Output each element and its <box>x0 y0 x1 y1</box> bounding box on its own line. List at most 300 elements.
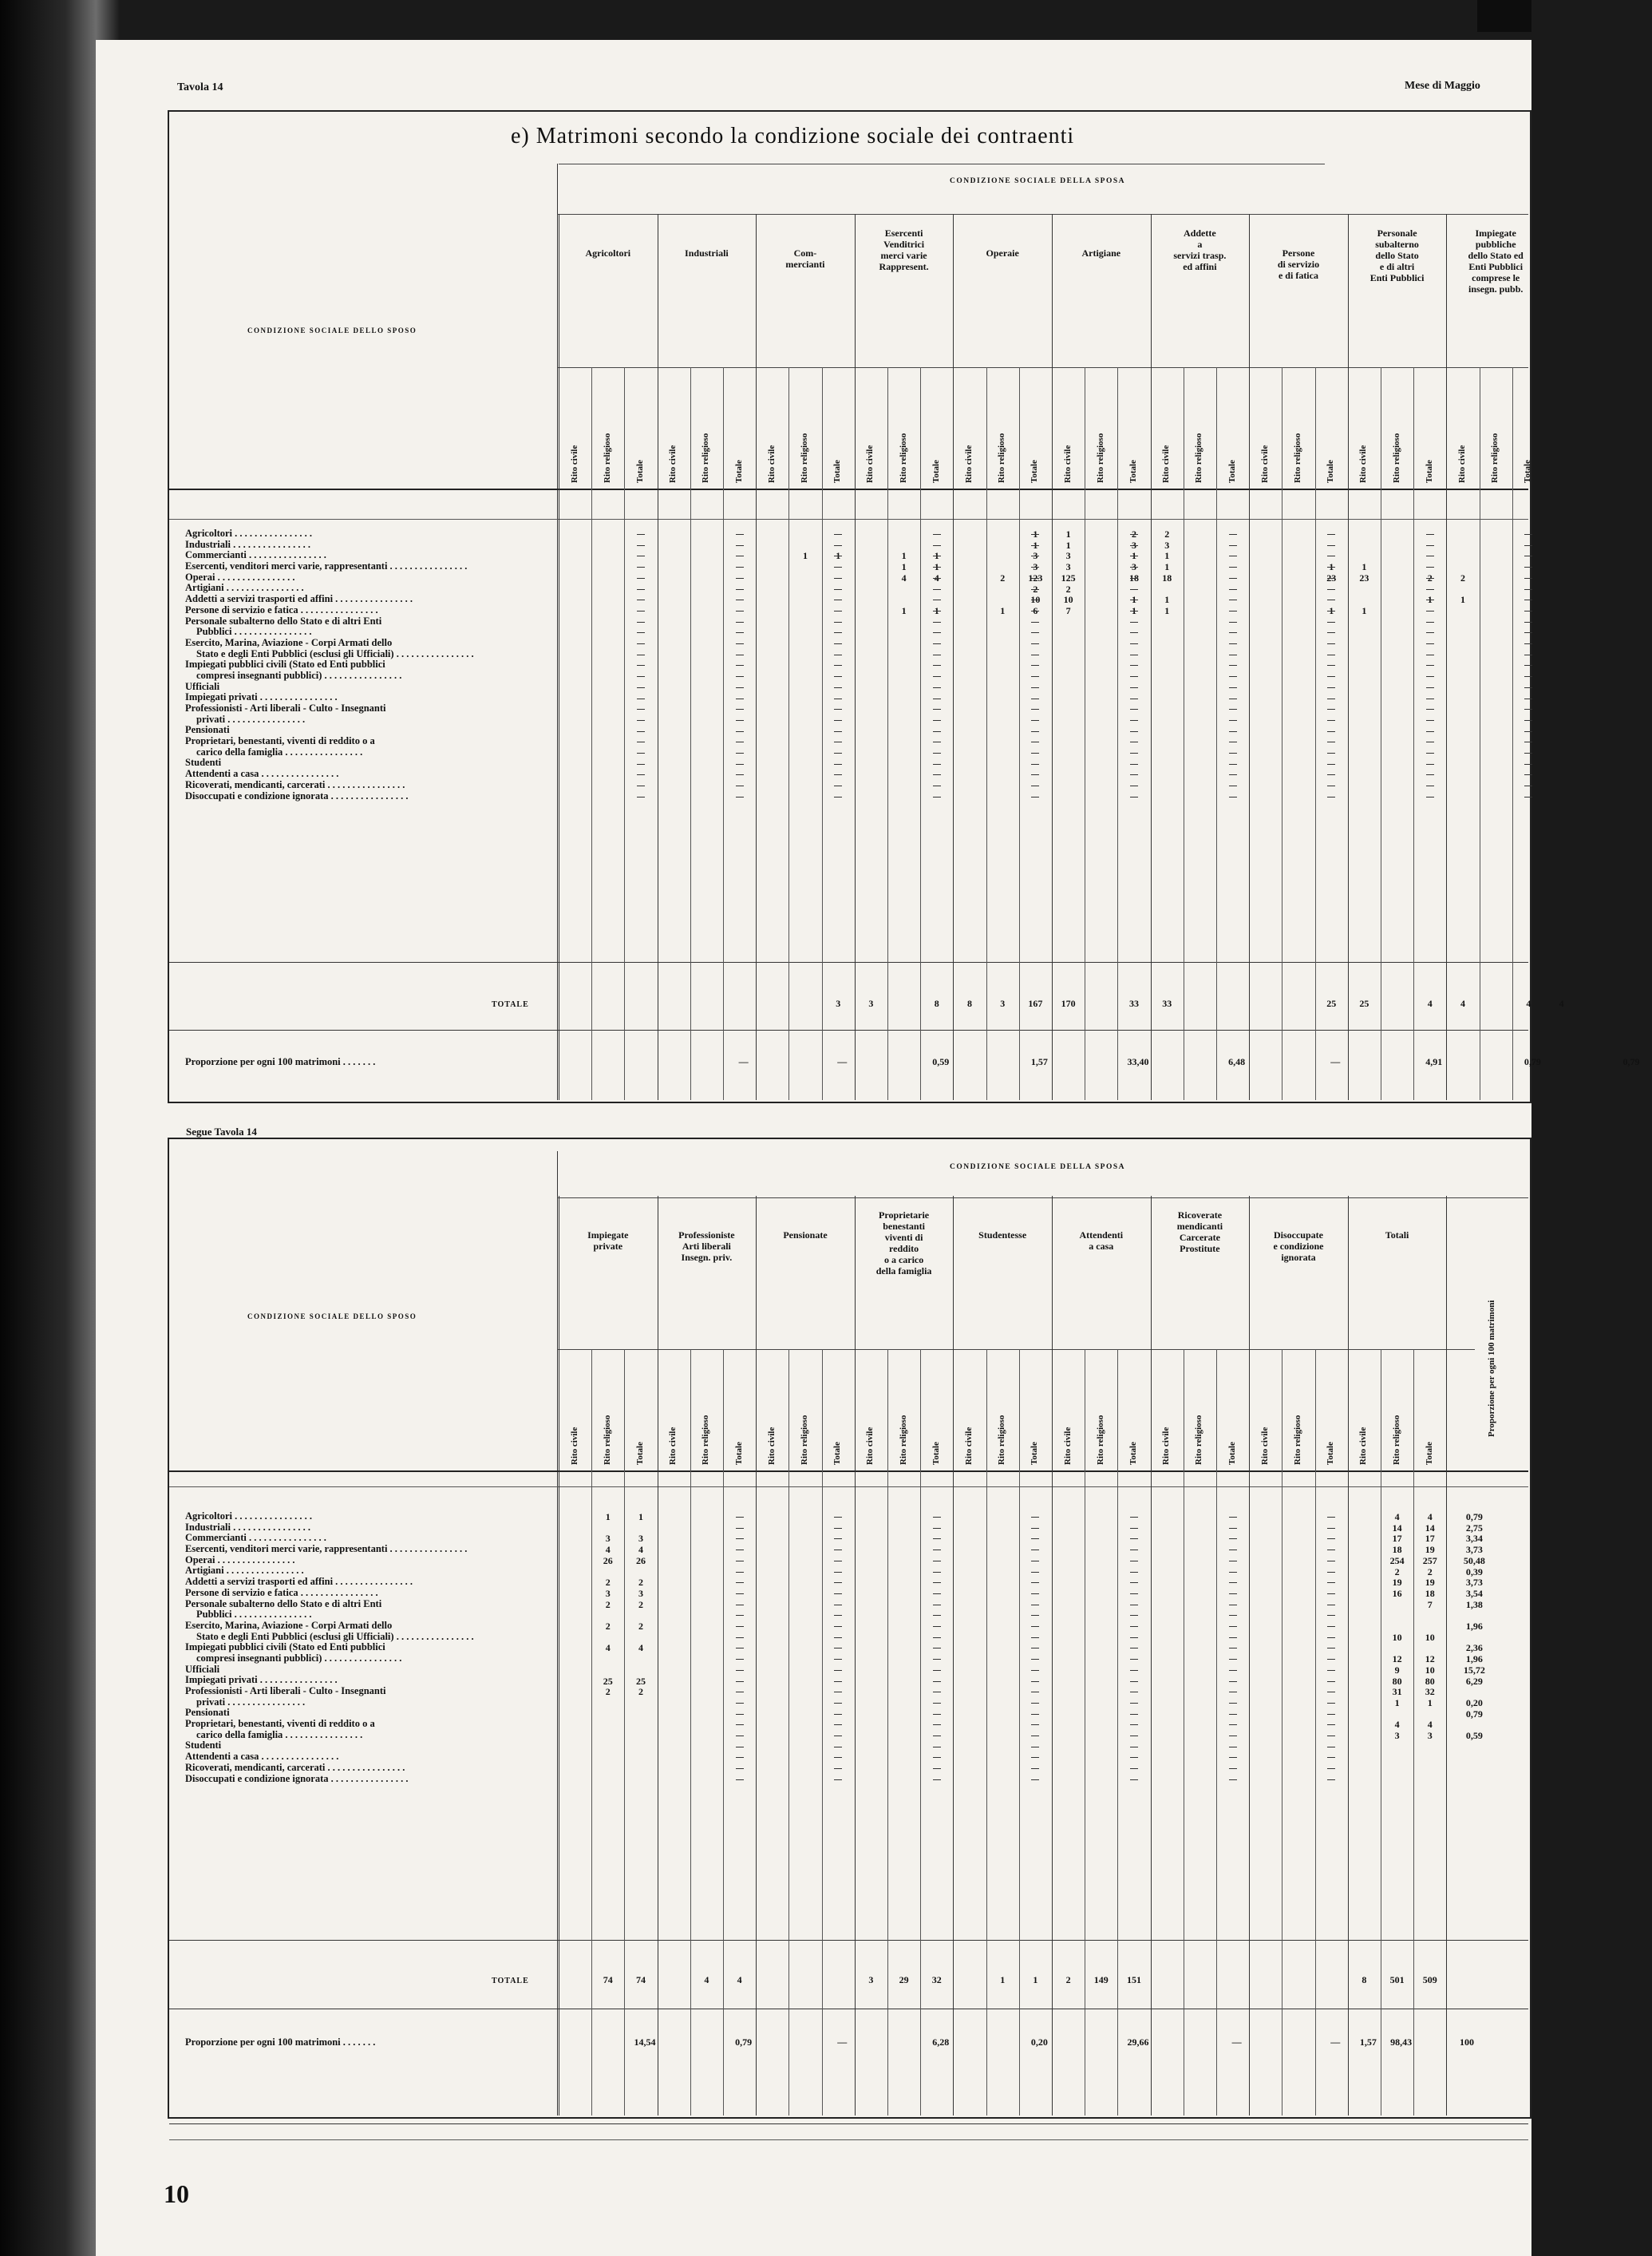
column-group-title-line: di servizio <box>1277 259 1320 270</box>
grid-line <box>1151 1196 1152 2115</box>
subheader-rito-religioso: Rito religioso <box>701 433 711 483</box>
table-2-cell: 26 <box>603 1554 613 1566</box>
column-group-title-line: mercianti <box>785 259 825 270</box>
empty-cell-dash <box>1524 731 1532 732</box>
table-1-cell: 7 <box>1065 604 1071 616</box>
column-group-title-line: Com- <box>793 247 817 259</box>
subheader-rito-civile: Rito civile <box>1062 445 1073 483</box>
column-group-title-line: Personale <box>1377 228 1417 239</box>
row-label: Disoccupati e condizione ignorata . . . . . . . . . . . . . . . . <box>185 1772 409 1784</box>
row-label: Pensionati <box>185 1707 230 1719</box>
column-group-title-line: Insegn. priv. <box>681 1252 733 1263</box>
empty-cell-dash <box>1524 774 1532 775</box>
empty-cell-dash <box>736 622 744 623</box>
empty-cell-dash <box>1031 1670 1039 1671</box>
subheader-rito-civile: Rito civile <box>569 445 579 483</box>
column-group-title-line: viventi di <box>884 1232 923 1243</box>
empty-cell-dash <box>1229 797 1237 798</box>
empty-cell-dash <box>1130 1528 1138 1529</box>
column-group-title <box>559 247 658 259</box>
row-label: Commercianti . . . . . . . . . . . . . . . . <box>185 1532 326 1544</box>
table-2-proportion: 50,48 <box>1463 1554 1485 1566</box>
table-1-proportion-cell: 0,79 <box>1524 1056 1541 1067</box>
empty-cell-dash <box>637 665 645 666</box>
table-1-cell: 6 <box>1033 604 1038 616</box>
column-group-title <box>559 1229 658 1252</box>
row-label: carico della famiglia . . . . . . . . . . . . . . . . <box>196 1728 363 1740</box>
empty-cell-dash <box>1327 764 1335 765</box>
empty-cell-dash <box>1327 534 1335 535</box>
column-group-title-line: Carcerate <box>1179 1232 1220 1243</box>
table-2-proportion-cell: 98,43 <box>1390 2036 1413 2048</box>
empty-cell-dash <box>1426 676 1434 677</box>
empty-cell-dash <box>1130 545 1138 546</box>
empty-cell-dash <box>1130 1637 1138 1638</box>
table-1-cell: 1 <box>1164 561 1170 573</box>
table-2-cell: 4 <box>638 1642 643 1654</box>
table-1-cell: 2 <box>1033 583 1038 595</box>
month-label: Mese di Maggio <box>1405 80 1480 92</box>
empty-cell-dash <box>637 797 645 798</box>
table-1-row-labels <box>185 528 474 801</box>
grid-line <box>788 367 789 1100</box>
column-group-title <box>953 247 1052 259</box>
table-2-proportion-cell: 0,20 <box>1030 2036 1048 2048</box>
subheader-rito-civile: Rito civile <box>865 445 875 483</box>
empty-cell-dash <box>1130 1768 1138 1769</box>
row-label: Industriali . . . . . . . . . . . . . . . . <box>185 538 310 550</box>
empty-cell-dash <box>1426 774 1434 775</box>
row-label: Artigiani . . . . . . . . . . . . . . . . <box>185 1565 304 1577</box>
table-2-proportion: 15,72 <box>1463 1664 1485 1676</box>
empty-cell-dash <box>1130 1659 1138 1660</box>
table-1-cell: 23 <box>1326 572 1337 584</box>
row-label: Personale subalterno dello Stato e di altri Enti <box>185 1597 382 1609</box>
table-1-total-label: TOTALE <box>492 1000 529 1009</box>
table-2-total-religioso: 254 <box>1389 1554 1405 1566</box>
grid-line <box>756 1196 757 2115</box>
empty-cell-dash <box>933 1615 941 1616</box>
table-1-cell: 1 <box>1131 604 1136 616</box>
grid-line <box>1249 214 1250 1100</box>
empty-cell-dash <box>1327 1779 1335 1780</box>
table-2-total-religioso: 16 <box>1392 1587 1402 1599</box>
empty-cell-dash <box>637 753 645 754</box>
empty-cell-dash <box>1524 676 1532 677</box>
table-1-cell: 3 <box>1065 561 1071 573</box>
column-group-title-line: Studentesse <box>978 1229 1027 1241</box>
table-1-cell: 2 <box>1460 572 1465 584</box>
grid-line <box>624 1349 625 2115</box>
empty-cell-dash <box>637 774 645 775</box>
empty-cell-dash <box>834 1572 842 1573</box>
table-1-total-cell: 33 <box>1128 998 1139 1009</box>
table-2-row-labels <box>185 1511 474 1784</box>
table-1-proportion-cell: — <box>837 1056 848 1067</box>
empty-cell-dash <box>1229 1582 1237 1583</box>
subheader-rito-civile: Rito civile <box>1259 1427 1270 1465</box>
page-number: 10 <box>164 2179 189 2208</box>
table-2-total-totale: 4 <box>1427 1511 1433 1522</box>
table-2-cell: 3 <box>638 1533 643 1545</box>
column-group-title <box>1446 228 1545 295</box>
row-label: Studenti <box>185 1739 222 1751</box>
empty-cell-dash <box>933 1637 941 1638</box>
empty-cell-dash <box>1327 1670 1335 1671</box>
table-2-cell: 2 <box>638 1686 643 1698</box>
row-label: Addetti a servizi trasporti ed affini . . . . . . . . . . . . . . . . <box>185 1576 413 1588</box>
empty-cell-dash <box>736 589 744 590</box>
empty-cell-dash <box>834 1528 842 1529</box>
table-1-total-cell: 4 <box>1559 998 1564 1009</box>
table-1-cell: 10 <box>1030 594 1041 606</box>
row-label: privati . . . . . . . . . . . . . . . . <box>196 713 306 725</box>
empty-cell-dash <box>1229 1626 1237 1627</box>
table-1-cell: 1 <box>836 550 841 562</box>
row-label: Impiegati privati . . . . . . . . . . . . . . . . <box>185 691 338 703</box>
row-label: Attendenti a casa . . . . . . . . . . . . . . . . <box>185 1751 339 1763</box>
grid-line <box>953 1196 954 2115</box>
empty-cell-dash <box>1031 545 1039 546</box>
table-2-cell: 1 <box>638 1511 643 1522</box>
empty-cell-dash <box>1229 1670 1237 1671</box>
column-group-title <box>1052 247 1151 259</box>
table-1-cell: 3 <box>1131 561 1136 573</box>
grid-line <box>1446 214 1447 1100</box>
empty-cell-dash <box>1426 545 1434 546</box>
table-2-proportion: 2,36 <box>1465 1642 1483 1654</box>
grid-line <box>690 367 691 1100</box>
column-group-title-line: Artigiane <box>1081 247 1121 259</box>
table-2-proportion: 3,54 <box>1465 1587 1483 1599</box>
grid-line <box>788 1349 789 2115</box>
empty-cell-dash <box>834 643 842 644</box>
empty-cell-dash <box>933 534 941 535</box>
empty-cell-dash <box>1327 578 1335 579</box>
table-2-proportion: 1,38 <box>1465 1598 1483 1610</box>
table-2-total-cell: 8 <box>1362 1974 1367 1985</box>
empty-cell-dash <box>1031 1724 1039 1725</box>
table-2-cell: 4 <box>638 1544 643 1556</box>
empty-cell-dash <box>637 589 645 590</box>
table-2-proportion-column-header: Proporzione per ogni 100 matrimoni <box>1487 1300 1496 1437</box>
empty-cell-dash <box>834 1724 842 1725</box>
empty-cell-dash <box>933 676 941 677</box>
table-2-cell: 1 <box>605 1511 611 1522</box>
empty-cell-dash <box>1524 578 1532 579</box>
column-group-title-line: pubbliche <box>1475 239 1516 250</box>
empty-cell-dash <box>1327 1615 1335 1616</box>
empty-cell-dash <box>1031 1637 1039 1638</box>
column-group-title <box>1052 1229 1151 1252</box>
empty-cell-dash <box>1327 753 1335 754</box>
empty-cell-dash <box>1426 720 1434 721</box>
empty-cell-dash <box>736 797 744 798</box>
empty-cell-dash <box>1130 687 1138 688</box>
subheader-totale-sub: Totale <box>832 1442 843 1465</box>
table-1-cell: 1 <box>1065 528 1071 540</box>
table-2-cell: 4 <box>605 1544 611 1556</box>
row-label: Attendenti a casa . . . . . . . . . . . . . . . . <box>185 768 339 780</box>
subheader-rito-religioso: Rito religioso <box>997 1415 1007 1465</box>
empty-cell-dash <box>1031 687 1039 688</box>
subheader-rito-religioso: Rito religioso <box>1490 433 1500 483</box>
table-2-total-totale: 32 <box>1425 1686 1435 1698</box>
empty-cell-dash <box>1524 643 1532 644</box>
empty-cell-dash <box>933 1703 941 1704</box>
column-group-title-line: Attendenti <box>1079 1229 1124 1241</box>
column-group-title-line: Enti Pubblici <box>1468 261 1524 272</box>
empty-cell-dash <box>1130 1714 1138 1715</box>
table-2-total-rule <box>169 1940 1528 1941</box>
table-2-cell: 25 <box>603 1675 613 1687</box>
table-2-total-cell: 151 <box>1126 1974 1141 1985</box>
empty-cell-dash <box>1031 589 1039 590</box>
subheader-totale-sub: Totale <box>635 1442 645 1465</box>
table-2-proportion-cell: 6,28 <box>932 2036 950 2048</box>
empty-cell-dash <box>1327 687 1335 688</box>
table-1-cell: 1 <box>934 604 939 616</box>
empty-cell-dash <box>736 1626 744 1627</box>
empty-cell-dash <box>1426 797 1434 798</box>
empty-cell-dash <box>1327 1757 1335 1758</box>
empty-cell-dash <box>834 1779 842 1780</box>
empty-cell-dash <box>1130 665 1138 666</box>
column-group-title <box>658 1229 757 1263</box>
table-1-total-cell: 3 <box>1000 998 1006 1009</box>
empty-cell-dash <box>1229 534 1237 535</box>
row-label: Persone di servizio e fatica . . . . . . . . . . . . . . . . <box>185 1586 378 1598</box>
table-2-proportion-cell: — <box>1330 2036 1341 2048</box>
table-2-total-totale: 18 <box>1425 1587 1435 1599</box>
empty-cell-dash <box>1229 720 1237 721</box>
table-2-total-totale: 14 <box>1425 1522 1435 1534</box>
empty-cell-dash <box>933 1779 941 1780</box>
empty-cell-dash <box>1130 534 1138 535</box>
table-1-body-rule <box>169 519 1528 520</box>
empty-cell-dash <box>1327 1517 1335 1518</box>
table-1-cell: 2 <box>1000 572 1006 584</box>
empty-cell-dash <box>1524 764 1532 765</box>
row-label: Industriali . . . . . . . . . . . . . . . . <box>185 1521 310 1533</box>
table-2-total-label: TOTALE <box>492 1977 529 1985</box>
empty-cell-dash <box>1031 1615 1039 1616</box>
subheader-rito-civile: Rito civile <box>1358 445 1369 483</box>
table-1-cell: 1 <box>1362 604 1367 616</box>
table-2-total-religioso: 10 <box>1392 1631 1402 1643</box>
empty-cell-dash <box>637 534 645 535</box>
column-group-title <box>1151 1209 1250 1254</box>
table-1-cell: 2 <box>1427 572 1433 584</box>
empty-cell-dash <box>834 797 842 798</box>
table-1-total-cell: 25 <box>1326 998 1337 1009</box>
table-2-total-religioso: 18 <box>1392 1544 1402 1556</box>
empty-cell-dash <box>933 578 941 579</box>
empty-cell-dash <box>1524 709 1532 710</box>
empty-cell-dash <box>736 1637 744 1638</box>
row-label: Operai . . . . . . . . . . . . . . . . <box>185 571 295 583</box>
table-1-proportion-cell: 33,40 <box>1127 1056 1149 1067</box>
empty-cell-dash <box>1130 1538 1138 1539</box>
table-1-cell: 4 <box>934 572 939 584</box>
empty-cell-dash <box>1426 534 1434 535</box>
table-2-total-cell: 1 <box>1000 1974 1006 1985</box>
empty-cell-dash <box>1229 1637 1237 1638</box>
table-2-cell: 3 <box>605 1533 611 1545</box>
row-label: Studenti <box>185 757 222 769</box>
empty-cell-dash <box>736 1615 744 1616</box>
table-2-total-cell: 2 <box>1065 1974 1071 1985</box>
table-1-cell: 4 <box>901 572 907 584</box>
empty-cell-dash <box>736 1724 744 1725</box>
empty-cell-dash <box>1426 731 1434 732</box>
row-label: Impiegati privati . . . . . . . . . . . . . . . . <box>185 1674 338 1686</box>
table-1-cell: 2 <box>1131 528 1136 540</box>
empty-cell-dash <box>637 764 645 765</box>
empty-cell-dash <box>933 1714 941 1715</box>
grid-line <box>920 1349 921 2115</box>
empty-cell-dash <box>1229 643 1237 644</box>
table-2-proportion: 3,73 <box>1465 1544 1483 1556</box>
empty-cell-dash <box>933 720 941 721</box>
table-1-group-rule <box>557 214 1528 215</box>
empty-cell-dash <box>1031 1517 1039 1518</box>
empty-cell-dash <box>933 567 941 568</box>
empty-cell-dash <box>1031 1703 1039 1704</box>
table-2-proportion: 3,34 <box>1465 1533 1483 1545</box>
empty-cell-dash <box>933 1768 941 1769</box>
subheader-rito-civile: Rito civile <box>1161 445 1172 483</box>
empty-cell-dash <box>1031 1659 1039 1660</box>
table-1-total-cell: 170 <box>1061 998 1076 1009</box>
subheader-rito-civile: Rito civile <box>766 1427 777 1465</box>
empty-cell-dash <box>834 676 842 677</box>
grid-line <box>1216 1349 1217 2115</box>
empty-cell-dash <box>637 622 645 623</box>
subheader-rito-religioso: Rito religioso <box>800 433 809 483</box>
grid-line <box>1446 1196 1447 2115</box>
empty-cell-dash <box>1229 1703 1237 1704</box>
table-number: Tavola 14 <box>177 81 223 93</box>
column-group-title-line: subalterno <box>1375 239 1419 250</box>
table-1-total-cell: 4 <box>1460 998 1465 1009</box>
empty-cell-dash <box>736 1757 744 1758</box>
row-label: Esercito, Marina, Aviazione - Corpi Armati dello <box>185 636 393 648</box>
empty-cell-dash <box>933 1593 941 1594</box>
empty-cell-dash <box>834 1757 842 1758</box>
table-2-total-religioso: 4 <box>1394 1719 1400 1731</box>
subheader-totale-sub: Totale <box>1326 1442 1336 1465</box>
table-1-cell: 1 <box>1033 528 1038 540</box>
empty-cell-dash <box>1327 665 1335 666</box>
table-2-proportion-cell: — <box>837 2036 848 2048</box>
table-2-col-rule <box>557 1349 1475 1350</box>
empty-cell-dash <box>1229 567 1237 568</box>
empty-cell-dash <box>834 1517 842 1518</box>
empty-cell-dash <box>1130 1626 1138 1627</box>
table-1-total-cell: 3 <box>868 998 874 1009</box>
table-1-cell: 1 <box>901 550 907 562</box>
table-2-cell: 2 <box>638 1621 643 1632</box>
table-1-cell: 3 <box>1065 550 1071 562</box>
column-group-title-line: insegn. pubb. <box>1468 283 1524 295</box>
empty-cell-dash <box>1327 1582 1335 1583</box>
table-1-cell: 1 <box>1065 539 1071 551</box>
empty-cell-dash <box>1327 1626 1335 1627</box>
column-group-title <box>1249 1229 1348 1263</box>
column-group-title-line: o a carico <box>883 1254 924 1265</box>
table-2-total-cell: 4 <box>704 1974 709 1985</box>
column-group-title <box>756 247 855 270</box>
empty-cell-dash <box>1327 1714 1335 1715</box>
empty-cell-dash <box>1426 665 1434 666</box>
empty-cell-dash <box>1130 1703 1138 1704</box>
table-1-cell: 125 <box>1061 572 1076 584</box>
column-group-title-line: benestanti <box>883 1221 925 1232</box>
empty-cell-dash <box>1031 632 1039 633</box>
table-1-cell: 1 <box>802 550 808 562</box>
column-group-title-line: Rappresent. <box>879 261 929 272</box>
empty-cell-dash <box>1327 567 1335 568</box>
empty-cell-dash <box>834 1626 842 1627</box>
empty-cell-dash <box>1327 1659 1335 1660</box>
empty-cell-dash <box>933 1582 941 1583</box>
subheader-rito-civile: Rito civile <box>1358 1427 1369 1465</box>
empty-cell-dash <box>1229 665 1237 666</box>
subheader-rito-civile: Rito civile <box>668 445 678 483</box>
row-label: Esercenti, venditori merci varie, rappresentanti . . . . . . . . . . . . . . . . <box>185 1543 468 1555</box>
table-1-proportion-cell: 1,57 <box>1030 1056 1048 1067</box>
table-2-group-rule <box>557 1197 1528 1198</box>
empty-cell-dash <box>1229 753 1237 754</box>
row-label: Pubblici . . . . . . . . . . . . . . . . <box>196 1609 312 1621</box>
subheader-rito-religioso: Rito religioso <box>1095 433 1105 483</box>
empty-cell-dash <box>736 774 744 775</box>
subheader-rito-religioso: Rito religioso <box>800 1415 809 1465</box>
empty-cell-dash <box>1031 1626 1039 1627</box>
subheader-rito-religioso: Rito religioso <box>1293 433 1302 483</box>
empty-cell-dash <box>933 731 941 732</box>
table-2-total-totale: 12 <box>1425 1653 1435 1665</box>
empty-cell-dash <box>1031 1538 1039 1539</box>
empty-cell-dash <box>834 534 842 535</box>
row-label: Esercenti, venditori merci varie, rappresentanti . . . . . . . . . . . . . . . . <box>185 560 468 572</box>
table-2-total-cell: 509 <box>1422 1974 1437 1985</box>
empty-cell-dash <box>1130 1582 1138 1583</box>
grid-line <box>624 367 625 1100</box>
subheader-rito-civile: Rito civile <box>1161 1427 1172 1465</box>
table-1-col-rule <box>557 367 1528 368</box>
empty-cell-dash <box>637 578 645 579</box>
table-2-total-religioso: 80 <box>1392 1675 1402 1687</box>
empty-cell-dash <box>637 643 645 644</box>
empty-cell-dash <box>1031 774 1039 775</box>
subheader-rito-religioso: Rito religioso <box>602 1415 612 1465</box>
empty-cell-dash <box>1229 1659 1237 1660</box>
column-group-title <box>1151 228 1250 272</box>
table-2-proportion: 0,20 <box>1465 1696 1483 1708</box>
column-group-title <box>953 1229 1052 1241</box>
column-group-title <box>756 1229 855 1241</box>
table-2-proportion: 0,79 <box>1465 1511 1483 1522</box>
empty-cell-dash <box>834 622 842 623</box>
subheader-rito-civile: Rito civile <box>1062 1427 1073 1465</box>
table-2-proportion: 2,75 <box>1465 1522 1483 1534</box>
subheader-rito-religioso: Rito religioso <box>1194 1415 1204 1465</box>
row-label: Stato e degli Enti Pubblici (esclusi gli Ufficiali) . . . . . . . . . . . . . . . . <box>196 1630 474 1642</box>
table-1-total-cell: 4 <box>1526 998 1531 1009</box>
row-label: Disoccupati e condizione ignorata . . . . . . . . . . . . . . . . <box>185 790 409 801</box>
